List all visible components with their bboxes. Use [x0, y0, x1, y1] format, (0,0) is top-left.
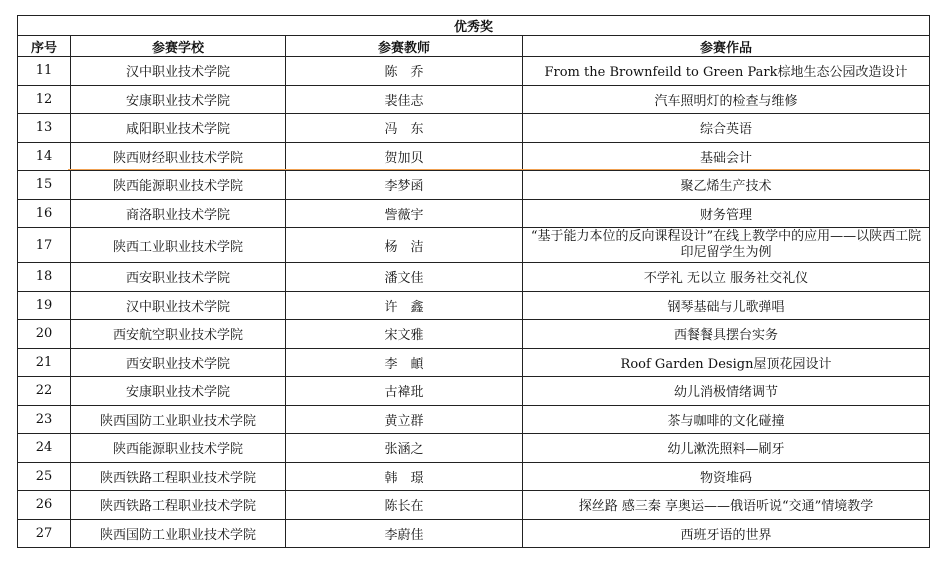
cell-work: 不学礼 无以立 服务社交礼仪 — [523, 263, 930, 292]
cell-school: 陕西能源职业技术学院 — [71, 171, 286, 200]
table-row — [18, 462, 930, 491]
cell-work: Roof Garden Design屋顶花园设计 — [523, 348, 930, 377]
cell-teacher: 张涵之 — [286, 434, 523, 463]
cell-no: 16 — [18, 199, 71, 228]
cell-teacher: 潘文佳 — [286, 263, 523, 292]
cell-no: 12 — [18, 85, 71, 114]
table-row — [18, 377, 930, 406]
cell-no: 20 — [18, 320, 71, 349]
cell-work: 钢琴基础与儿歌弹唱 — [523, 291, 930, 320]
cell-teacher: 李梦函 — [286, 171, 523, 200]
cell-teacher: 韩 璟 — [286, 462, 523, 491]
cell-teacher: 李 頔 — [286, 348, 523, 377]
table-row — [18, 491, 930, 520]
cell-work: 西餐餐具摆台实务 — [523, 320, 930, 349]
header-no: 序号 — [18, 36, 71, 57]
cell-no: 24 — [18, 434, 71, 463]
cell-work: 幼儿消极情绪调节 — [523, 377, 930, 406]
table-row — [18, 57, 930, 86]
cell-school: 陕西国防工业职业技术学院 — [71, 519, 286, 548]
cell-teacher: 黄立群 — [286, 405, 523, 434]
cell-no: 23 — [18, 405, 71, 434]
table-row — [18, 171, 930, 200]
cell-work: 综合英语 — [523, 114, 930, 143]
cell-school: 商洛职业技术学院 — [71, 199, 286, 228]
cell-work: 财务管理 — [523, 199, 930, 228]
cell-school: 陕西铁路工程职业技术学院 — [71, 491, 286, 520]
cell-teacher: 古褘玭 — [286, 377, 523, 406]
cell-teacher: 陈长在 — [286, 491, 523, 520]
table-header-row — [18, 36, 930, 57]
cell-teacher: 裴佳志 — [286, 85, 523, 114]
table-row — [18, 114, 930, 143]
table-row — [18, 320, 930, 349]
cell-no: 18 — [18, 263, 71, 292]
cell-work: 茶与咖啡的文化碰撞 — [523, 405, 930, 434]
cell-work: 幼儿漱洗照料—刷牙 — [523, 434, 930, 463]
table-row — [18, 228, 930, 263]
cell-school: 陕西国防工业职业技术学院 — [71, 405, 286, 434]
table-row — [18, 85, 930, 114]
table-title-row — [18, 16, 930, 36]
cell-teacher: 贺加贝 — [286, 142, 523, 171]
table-row — [18, 348, 930, 377]
cell-work: 探丝路 感三秦 享奥运——俄语听说“交通”情境教学 — [523, 491, 930, 520]
cell-no: 21 — [18, 348, 71, 377]
cell-work: 物资堆码 — [523, 462, 930, 491]
table-row — [18, 519, 930, 548]
cell-work: 基础会计 — [523, 142, 930, 171]
cell-no: 17 — [18, 228, 71, 263]
table-title: 优秀奖 — [18, 16, 930, 36]
cell-school: 汉中职业技术学院 — [71, 57, 286, 86]
table-row — [18, 434, 930, 463]
cell-teacher: 陈 乔 — [286, 57, 523, 86]
cell-school: 安康职业技术学院 — [71, 85, 286, 114]
header-school: 参赛学校 — [71, 36, 286, 57]
table-row — [18, 291, 930, 320]
cell-school: 陕西能源职业技术学院 — [71, 434, 286, 463]
header-teacher: 参赛教师 — [286, 36, 523, 57]
cell-school: 西安职业技术学院 — [71, 263, 286, 292]
cell-no: 13 — [18, 114, 71, 143]
cell-school: 咸阳职业技术学院 — [71, 114, 286, 143]
table-row — [18, 263, 930, 292]
cell-school: 陕西财经职业技术学院 — [71, 142, 286, 171]
cell-no: 15 — [18, 171, 71, 200]
cell-no: 22 — [18, 377, 71, 406]
table-row — [18, 199, 930, 228]
highlight-underline — [68, 169, 920, 170]
cell-school: 西安职业技术学院 — [71, 348, 286, 377]
cell-work: 汽车照明灯的检查与维修 — [523, 85, 930, 114]
cell-teacher: 许 鑫 — [286, 291, 523, 320]
cell-work: 聚乙烯生产技术 — [523, 171, 930, 200]
cell-school: 陕西工业职业技术学院 — [71, 228, 286, 263]
table-body — [18, 57, 930, 548]
cell-teacher: 杨 洁 — [286, 228, 523, 263]
cell-work: “基于能力本位的反向课程设计”在线上教学中的应用——以陕西工院印尼留学生为例 — [523, 228, 930, 263]
cell-no: 25 — [18, 462, 71, 491]
cell-no: 19 — [18, 291, 71, 320]
cell-no: 11 — [18, 57, 71, 86]
cell-school: 安康职业技术学院 — [71, 377, 286, 406]
header-work: 参赛作品 — [523, 36, 930, 57]
table-row — [18, 405, 930, 434]
cell-no: 26 — [18, 491, 71, 520]
cell-school: 汉中职业技术学院 — [71, 291, 286, 320]
cell-school: 西安航空职业技术学院 — [71, 320, 286, 349]
cell-no: 27 — [18, 519, 71, 548]
cell-teacher: 訾薇宇 — [286, 199, 523, 228]
cell-work: 西班牙语的世界 — [523, 519, 930, 548]
cell-work: From the Brownfeild to Green Park棕地生态公园改造设计 — [523, 57, 930, 86]
cell-teacher: 冯 东 — [286, 114, 523, 143]
cell-teacher: 宋文雅 — [286, 320, 523, 349]
cell-no: 14 — [18, 142, 71, 171]
cell-teacher: 李蔚佳 — [286, 519, 523, 548]
table-row — [18, 142, 930, 171]
awards-table — [17, 15, 930, 548]
cell-school: 陕西铁路工程职业技术学院 — [71, 462, 286, 491]
